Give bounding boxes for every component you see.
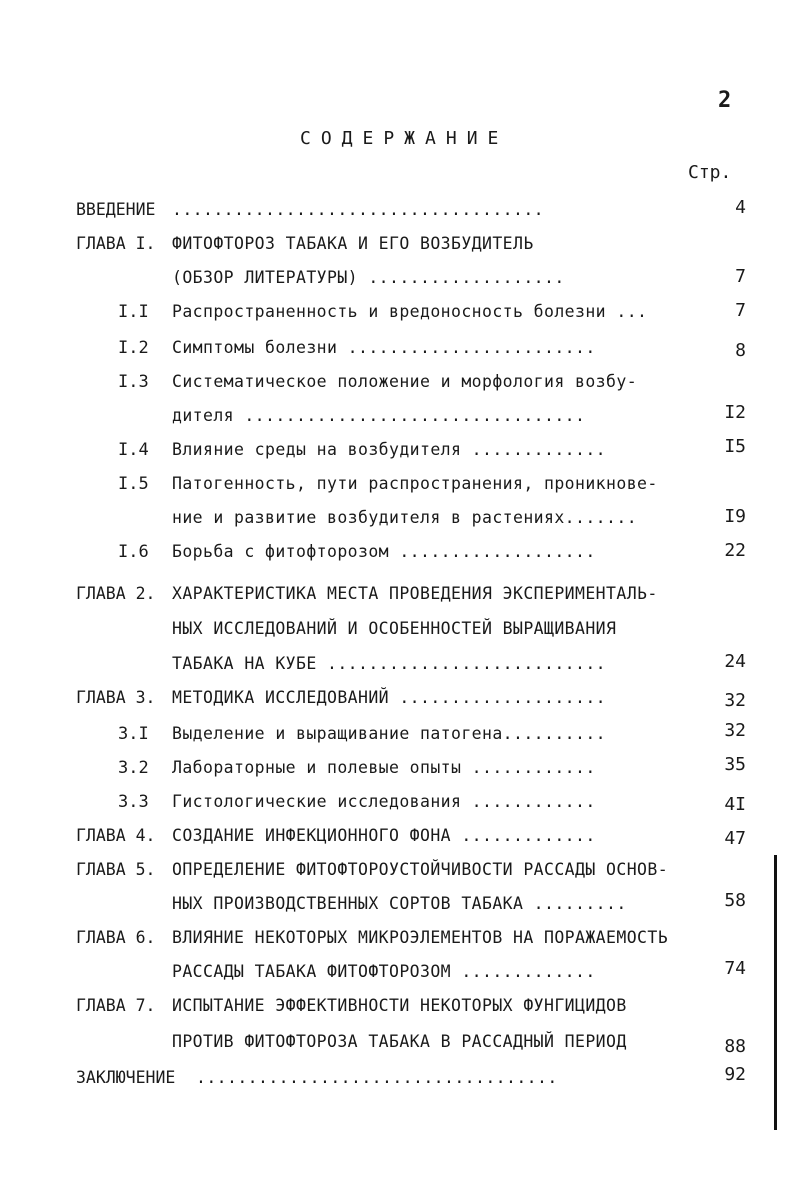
toc-entry-line: Влияние среды на возбудителя ............. — [172, 440, 607, 459]
toc-entry-line: НЫХ ПРОИЗВОДСТВЕННЫХ СОРТОВ ТАБАКА ......... — [172, 894, 627, 913]
toc-entry-page: I2 — [724, 402, 746, 423]
toc-entry-line: ОПРЕДЕЛЕНИЕ ФИТОФТОРОУСТОЙЧИВОСТИ РАССАДЫ ОСНОВ- — [172, 860, 669, 879]
toc-entry-line: Патогенность, пути распространения, проникнове- — [172, 474, 658, 493]
toc-entry-line: НЫХ ИССЛЕДОВАНИЙ И ОСОБЕННОСТЕЙ ВЫРАЩИВАНИЯ — [172, 619, 617, 638]
toc-entry-line: СОЗДАНИЕ ИНФЕКЦИОННОГО ФОНА ............. — [172, 826, 596, 845]
toc-entry-line: ВЛИЯНИЕ НЕКОТОРЫХ МИКРОЭЛЕМЕНТОВ НА ПОРАЖАЕМОСТЬ — [172, 928, 669, 947]
page-column-header: Стр. — [688, 162, 732, 183]
toc-entry-line: Выделение и выращивание патогена.......... — [172, 724, 607, 743]
toc-entry-line: РАССАДЫ ТАБАКА ФИТОФТОРОЗОМ ............. — [172, 962, 596, 981]
toc-entry-label: ГЛАВА 7. — [76, 996, 156, 1015]
toc-entry-label: ГЛАВА 3. — [76, 688, 156, 707]
toc-entry-line: Систематическое положение и морфология возбу- — [172, 372, 638, 391]
toc-entry-page: 47 — [724, 828, 746, 849]
toc-entry-page: 74 — [724, 958, 746, 979]
toc-entry-line: Симптомы болезни ........................ — [172, 338, 596, 357]
page-edge-line — [774, 855, 777, 1130]
page-title: СОДЕРЖАНИЕ — [300, 128, 509, 149]
toc-entry-page: I9 — [724, 506, 746, 527]
toc-entry-line: ние и развитие возбудителя в растениях....... — [172, 508, 638, 527]
toc-entry-page: I5 — [724, 436, 746, 457]
toc-entry-page: 92 — [724, 1064, 746, 1085]
toc-entry-label: I.2 — [118, 338, 149, 358]
toc-entry-label: ГЛАВА I. — [76, 234, 156, 253]
toc-entry-label: I.I — [118, 302, 149, 322]
toc-entry-page: 88 — [724, 1036, 746, 1057]
toc-entry-line: ПРОТИВ ФИТОФТОРОЗА ТАБАКА В РАССАДНЫЙ ПЕРИОД — [172, 1032, 627, 1051]
toc-entry-label: 3.I — [118, 724, 149, 744]
toc-entry-line: .................................... — [172, 200, 545, 219]
toc-entry-page: 32 — [724, 720, 746, 741]
toc-entry-line: ФИТОФТОРОЗ ТАБАКА И ЕГО ВОЗБУДИТЕЛЬ — [172, 234, 534, 253]
toc-entry-label: ЗАКЛЮЧЕНИЕ — [76, 1068, 176, 1087]
toc-entry-page: 35 — [724, 754, 746, 775]
toc-entry-line: МЕТОДИКА ИССЛЕДОВАНИЙ .................... — [172, 688, 607, 707]
toc-entry-line: дителя ................................. — [172, 406, 586, 425]
toc-entry-line: Распространенность и вредоносность болезни ... — [172, 302, 648, 321]
toc-entry-page: 24 — [724, 651, 746, 672]
toc-entry-line: ТАБАКА НА КУБЕ ........................... — [172, 654, 607, 673]
toc-entry-page: 7 — [735, 300, 746, 321]
toc-entry-line: ................................... — [196, 1068, 558, 1087]
toc-entry-page: 4 — [735, 197, 746, 218]
toc-entry-label: I.3 — [118, 372, 149, 392]
toc-entry-label: ВВЕДЕНИЕ — [76, 200, 156, 219]
toc-entry-page: 22 — [724, 540, 746, 561]
toc-entry-line: (ОБЗОР ЛИТЕРАТУРЫ) ................... — [172, 268, 565, 287]
toc-entry-page: 8 — [735, 340, 746, 361]
toc-entry-label: I.6 — [118, 542, 149, 562]
toc-entry-page: 32 — [724, 690, 746, 711]
toc-entry-label: I.4 — [118, 440, 149, 460]
toc-entry-label: ГЛАВА 4. — [76, 826, 156, 845]
toc-entry-page: 7 — [735, 266, 746, 287]
toc-entry-label: ГЛАВА 6. — [76, 928, 156, 947]
toc-entry-label: 3.2 — [118, 758, 149, 778]
toc-entry-label: I.5 — [118, 474, 149, 494]
toc-entry-line: ХАРАКТЕРИСТИКА МЕСТА ПРОВЕДЕНИЯ ЭКСПЕРИМЕНТАЛЬ- — [172, 584, 658, 603]
toc-entry-page: 4I — [724, 794, 746, 815]
page-number: 2 — [718, 88, 732, 113]
toc-entry-label: ГЛАВА 2. — [76, 584, 156, 603]
toc-entry-line: Гистологические исследования ............ — [172, 792, 596, 811]
toc-entry-label: ГЛАВА 5. — [76, 860, 156, 879]
toc-entry-line: Лабораторные и полевые опыты ............ — [172, 758, 596, 777]
toc-entry-line: ИСПЫТАНИЕ ЭФФЕКТИВНОСТИ НЕКОТОРЫХ ФУНГИЦИДОВ — [172, 996, 627, 1015]
toc-entry-label: 3.3 — [118, 792, 149, 812]
toc-entry-line: Борьба с фитофторозом ................... — [172, 542, 596, 561]
toc-entry-page: 58 — [724, 890, 746, 911]
